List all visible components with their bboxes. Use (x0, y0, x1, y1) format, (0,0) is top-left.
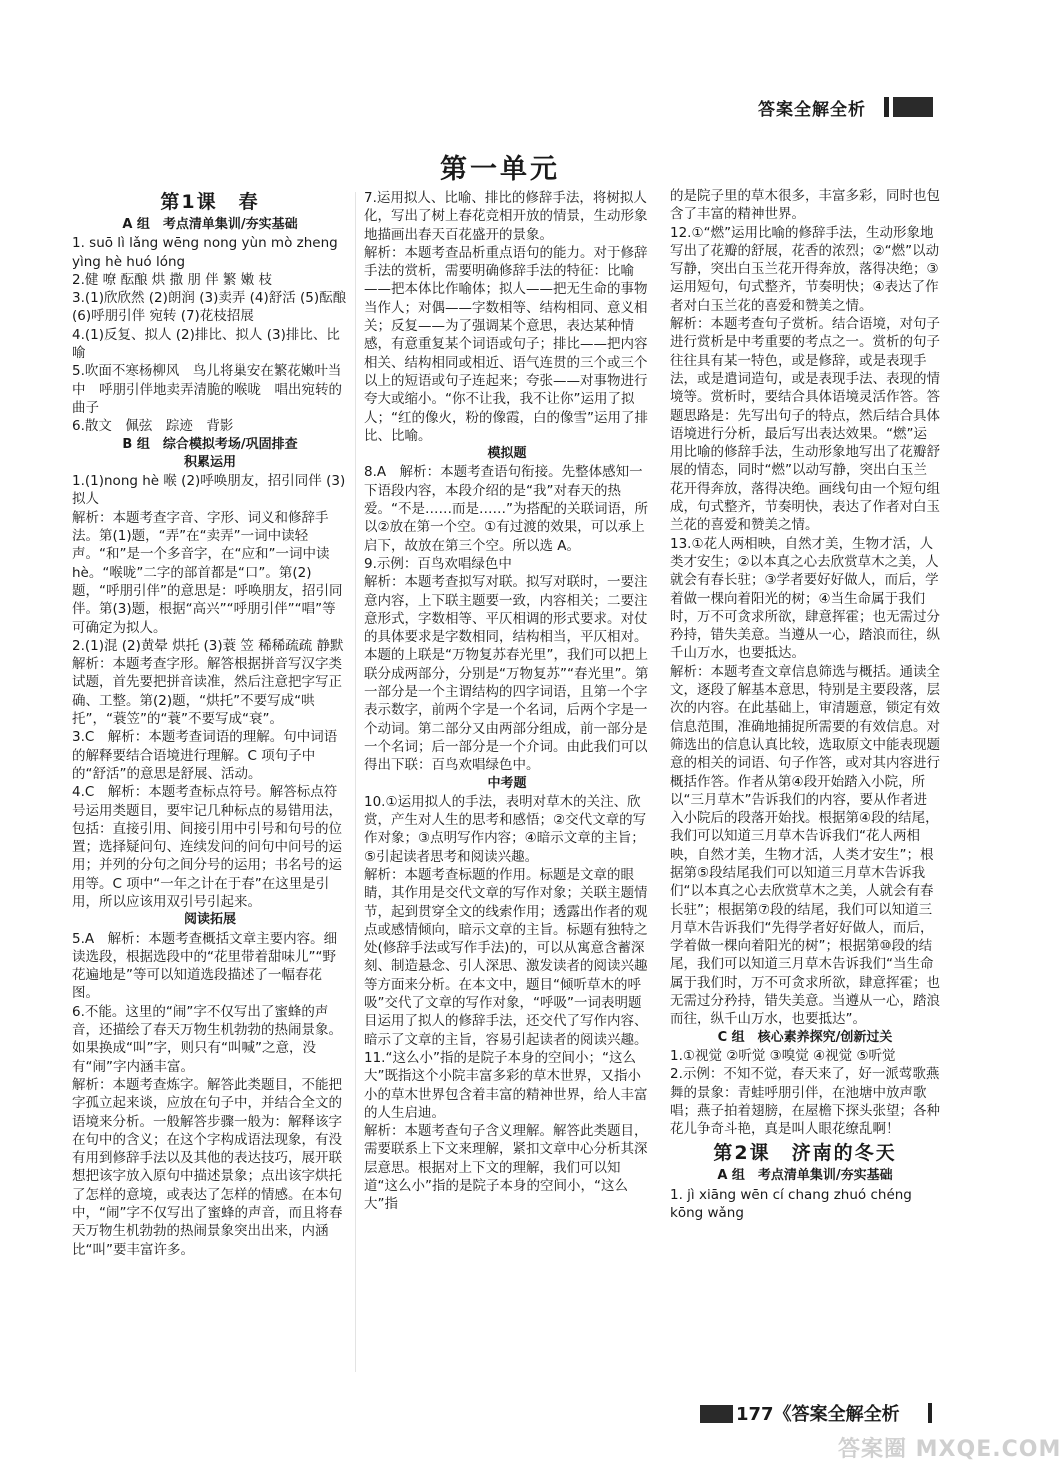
answer-paragraph: 3.(1)欣欣然 (2)朗润 (3)卖弄 (4)舒活 (5)酝酿 (6)呼朋引伴 宛转 (7)花枝招展 (72, 290, 347, 325)
answer-paragraph: 8.A 解析：本题考查语句衔接。先整体感知一下语段内容，本段介绍的是“我”对春天的热爱。“不是……而是……”为搭配的关联词语，所以②放在第一个空。①有过渡的效果，可以承上启下，故放在第三个空。所以选 A。 (364, 464, 648, 554)
section-heading: 积累运用 (183, 454, 236, 470)
answer-paragraph: 3.C 解析：本题考查词语的理解。句中词语的解释要结合语境进行理解。C 项句子中的“舒活”的意思是舒展、活动。 (72, 729, 338, 782)
group-heading: A 组 考点清单集训/夯实基础 (717, 1168, 893, 1184)
answer-paragraph: 10.①运用拟人的手法，表明对草木的关注、欣赏，产生对人生的思考和感悟；②交代文章的写作对象；③点明写作内容；④暗示文章的主旨；⑤引起读者思考和阅读兴趣。 (364, 793, 647, 865)
answer-column-left (72, 187, 348, 1337)
answer-paragraph: 4.C 解析：本题考查标点符号。解答标点符号运用类题目，要牢记几种标点的易错用法，包括：直接引用、间接引用中引号和句号的位置；选择疑问句、连续发问的问句中问号的运用；并列的分句之间分号的运用；书名号的运用等。C 项中“一年之计在于春”在这里是引用，所以应该用双引号引起来。 (72, 784, 342, 910)
answer-column-right (670, 187, 940, 1337)
answer-paragraph: 1.①视觉 ②听觉 ③嗅觉 ④视觉 ⑤听觉 (670, 1047, 896, 1064)
lesson-title: 第2课 济南的冬天 (713, 1142, 897, 1165)
footer-title: 答案全解全析 (791, 1404, 900, 1425)
answer-paragraph: 9.示例：百鸟欢唱绿色中 (364, 555, 512, 572)
unit-title: 第一单元 (440, 154, 560, 185)
column-divider (355, 192, 356, 1372)
answer-paragraph: 11.“这么小”指的是院子本身的空间小；“这么大”既指这个小院丰富多彩的草木世界，又指小小的草木世界包含着丰富的精神世界，给人丰富的人生启迪。 (364, 1049, 648, 1121)
answer-paragraph: 13.①花人两相映，自然才美，生物才活，人类才安生；②以本真之心去欣赏草木之美，人就会有春长驻；③学者要好好做人，而后，学着做一棵向着阳光的树；④当生命属于我们时，万不可贪求所欲，肆意挥霍；也无需过分矜持，错失美意。当遵从一心，踏浪而往，纵千山万水，也要抵达。 (670, 535, 940, 662)
answer-paragraph: 4.(1)反复、拟人 (2)排比、拟人 (3)排比、比喻 (72, 326, 340, 362)
answer-paragraph: 的是院子里的草木很多，丰富多彩，同时也包含了丰富的精神世界。 (670, 188, 940, 223)
answer-paragraph: 解析：本题考查句子含义理解。解答此类题目，需要联系上下文来理解，紧扣文章中心分析其深层意思。根据对上下文的理解，我们可以知道“这么小”指的是院子本身的空间小，“这么大”指 (364, 1123, 648, 1213)
header-block (893, 97, 933, 117)
answer-paragraph: 7.运用拟人、比喻、排比的修辞手法，将树拟人化，写出了树上春花竞相开放的情景，生动形象地描画出春天百花盛开的景象。 (364, 190, 648, 243)
answer-paragraph: 解析：本题考查字音、字形、词义和修辞手法。第(1)题，“弄”在“卖弄”一词中读轻声。“和”是一个多音字，在“应和”一词中读 hè。“喉咙”二字的部首都是“口”。第(2)题，“呼朋引伴”的意思是：呼唤朋友，招引同伴。第(3)题，根据“高兴”“呼朋引伴”“唱”等可确定为拟人。 (72, 509, 343, 636)
footer-arrow-icon: 《 (773, 1404, 792, 1425)
answer-paragraph: 解析：本题考查文章信息筛选与概括。通读全文，逐段了解基本意思，特别是主要段落，层次的内容。在此基础上，审清题意，锁定有效信息范围，准确地捕捉所需要的有效信息。对筛选出的信息认真比较，选取原文中能表现题意的相关的词语、句子作答，或对其内容进行概括作答。作者从第④段开始踏入小院，所以“三月草木”告诉我们的内容，要从作者进入小院后的段落开始找。根据第④段的结尾，我们可以知道三月草木告诉我们“花人两相映，自然才美，生物才活，人类才安生”；根据第⑤段结尾我们可以知道三月草木告诉我们“以本真之心去欣赏草木之美，人就会有春长驻”；根据第⑦段的结尾，我们可以知道三月草木告诉我们“先得学者好好做人，而后，学着做一棵向着阳光的树”；根据第⑩段的结尾，我们可以知道三月草木告诉我们“当生命属于我们时，万不可贪求所欲，肆意挥霍；也无需过分矜持，错失美意。当遵从一心，踏浪而往，纵千山万水，也要抵达”。 (670, 663, 940, 1028)
answer-paragraph: 1.(1)nong hè 喉 (2)呼唤朋友，招引同伴 (3)拟人 (72, 473, 346, 508)
footer-block (700, 1405, 733, 1423)
answer-paragraph: 解析：本题考查品析重点语句的能力。对于修辞手法的赏析，需要明确修辞手法的特征：比喻——把本体比作喻体；拟人——把无生命的事物当作人；对偶——字数相等、结构相同、意义相关；反复——为了强调某个意思，表达某种情感，有意重复某个词语或句子；排比——把内容相关、结构相同或相近、语气连贯的三个或三个以上的短语或句子连起来；夸张——对事物进行夸大或缩小。“你不让我，我不让你”运用了拟人；“红的像火，粉的像霞，白的像雪”运用了排比、比喻。 (364, 244, 648, 444)
answer-paragraph: 解析：本题考查字形。解答根据拼音写汉字类试题，首先要把拼音读准，然后注意把字写正确、工整。第(2)题，“烘托”不要写成“哄托”，“蓑笠”的“蓑”不要写成“衰”。 (72, 656, 342, 728)
header-title: 答案全解全析 (758, 100, 866, 120)
group-heading: B 组 综合模拟考场/巩固排查 (122, 436, 298, 452)
section-heading: 模拟题 (487, 446, 527, 462)
answer-paragraph: 2.(1)混 (2)黄晕 烘托 (3)蓑 笠 稀稀疏疏 静默 (72, 637, 344, 654)
answer-paragraph: 6.不能。这里的“闹”字不仅写出了蜜蜂的声音，还描绘了春天万物生机勃勃的热闹景象。如果换成“叫”字，则只有“叫喊”之意，没有“闹”字内涵丰富。 (72, 1003, 342, 1075)
answer-paragraph: 解析：本题考查炼字。解答此类题目，不能把字孤立起来谈，应放在句子中，并结合全文的语境来分析。一般解答步骤一般为：解释该字在句中的含义；在这个字构成语法现象，有没有用到修辞手法以及其他的表达技巧，展开联想把该字放入原句中描述景象；点出该字烘托了怎样的意境，或表达了怎样的情感。在本句中，“闹”字不仅写出了蜜蜂的声音，而且将春天万物生机勃勃的热闹景象突出出来，内涵比“叫”要丰富许多。 (72, 1076, 343, 1258)
answer-column-middle (364, 189, 650, 1339)
answer-paragraph: 12.①“燃”运用比喻的修辞手法，生动形象地写出了花瓣的舒展，花香的浓烈；②“燃”以动写静，突出白玉兰花开得奔放，落得决绝；③运用短句，句式整齐，节奏明快；④表达了作者对白玉兰花的喜爱和赞美之情。 (670, 224, 940, 314)
answer-paragraph: 1. jì xiāng wēn cí chang zhuó chéng kōng wǎng (670, 1186, 912, 1222)
answer-paragraph: 2.示例：不知不觉，春天来了，好一派莺歌燕舞的景象：青蛙呼朋引伴，在池塘中放声歌唱；燕子拍着翅膀，在屋檐下探头张望；各种花儿争奇斗艳，真是叫人眼花缭乱啊！ (670, 1066, 940, 1138)
page-number: 177 (736, 1404, 774, 1425)
answer-paragraph: 解析：本题考查句子赏析。结合语境，对句子进行赏析是中考重要的考点之一。赏析的句子往往具有某一特色，或是修辞，或是表现手法，或是遣词造句，或是表现手法、表现的情境等。赏析时，要结合具体语境灵活作答。答题思路是：先写出句子的特点，然后结合具体语境进行分析，最后写出表达效果。“燃”运用比喻的修辞手法，生动形象地写出了花瓣舒展的情态，同时“燃”以动写静，突出白玉兰花开得奔放，落得决绝。画线句由一个短句组成，句式整齐，节奏明快，表达了作者对白玉兰花的喜爱和赞美之情。 (670, 316, 940, 534)
footer-end-bar (928, 1403, 932, 1423)
footer-label (736, 1400, 900, 1426)
answer-paragraph: 1. suō lì lǎng wēng nong yùn mò zheng yìng hè huó lóng (72, 235, 338, 270)
section-heading: 中考题 (487, 775, 527, 791)
header-divider (884, 97, 889, 117)
answer-paragraph: 解析：本题考查标题的作用。标题是文章的眼睛，其作用是交代文章的写作对象；关联主题情节，起到贯穿全文的线索作用；透露出作者的观点或感情倾向，暗示文章的主旨。标题有独特之处(修辞手法或写作手法)的，可以从寓意含蓄深刻、制造悬念、引人深思、激发读者的阅读兴趣等方面来分析。在本文中，题目“倾听草木的呼吸”交代了文章的写作对象，“呼吸”一词表明题目运用了拟人的修辞手法，还交代了写作内容、暗示了文章的主旨，容易引起读者的阅读兴趣。 (364, 866, 648, 1048)
answer-paragraph: 解析：本题考查拟写对联。拟写对联时，一要注意内容，上下联主题要一致，内容相关；二要注意形式，字数相等、平仄相调的形式要求。对仗的具体要求是字数相同，结构相当，平仄相对。本题的上联是“万物复苏春光里”，我们可以把上联分成两部分，分别是“万物复苏”“春光里”。第一部分是一个主谓结构的四字词语，且第一个字表示数字，前两个字是一个名词，后两个字是一个动词。第二部分又由两部分组成，前一部分是一个名词；后一部分是一个介词。由此我们可以得出下联：百鸟欢唱绿色中。 (364, 574, 649, 774)
answer-paragraph: 6.散文 佩弦 踪迹 背影 (72, 418, 234, 435)
group-heading: C 组 核心素养探究/创新过关 (717, 1029, 893, 1045)
answer-paragraph: 2.健 嘹 酝酿 烘 撒 朋 伴 繁 嫩 枝 (72, 271, 273, 288)
section-heading: 阅读拓展 (183, 912, 236, 928)
watermark: 答案圈 MXQE.COM (838, 1437, 1061, 1462)
answer-paragraph: 5.A 解析：本题考查概括文章主要内容。细读选段，根据选段中的“花里带着甜味儿”“野花遍地是”等可以知道选段描述了一幅春花图。 (72, 930, 338, 1002)
lesson-title: 第1课 春 (160, 191, 260, 213)
group-heading: A 组 考点清单集训/夯实基础 (122, 217, 298, 232)
answer-paragraph: 5.吹面不寒杨柳风 鸟儿将巢安在繁花嫩叶当中 呼朋引伴地卖弄清脆的喉咙 唱出宛转的曲子 (72, 363, 342, 416)
